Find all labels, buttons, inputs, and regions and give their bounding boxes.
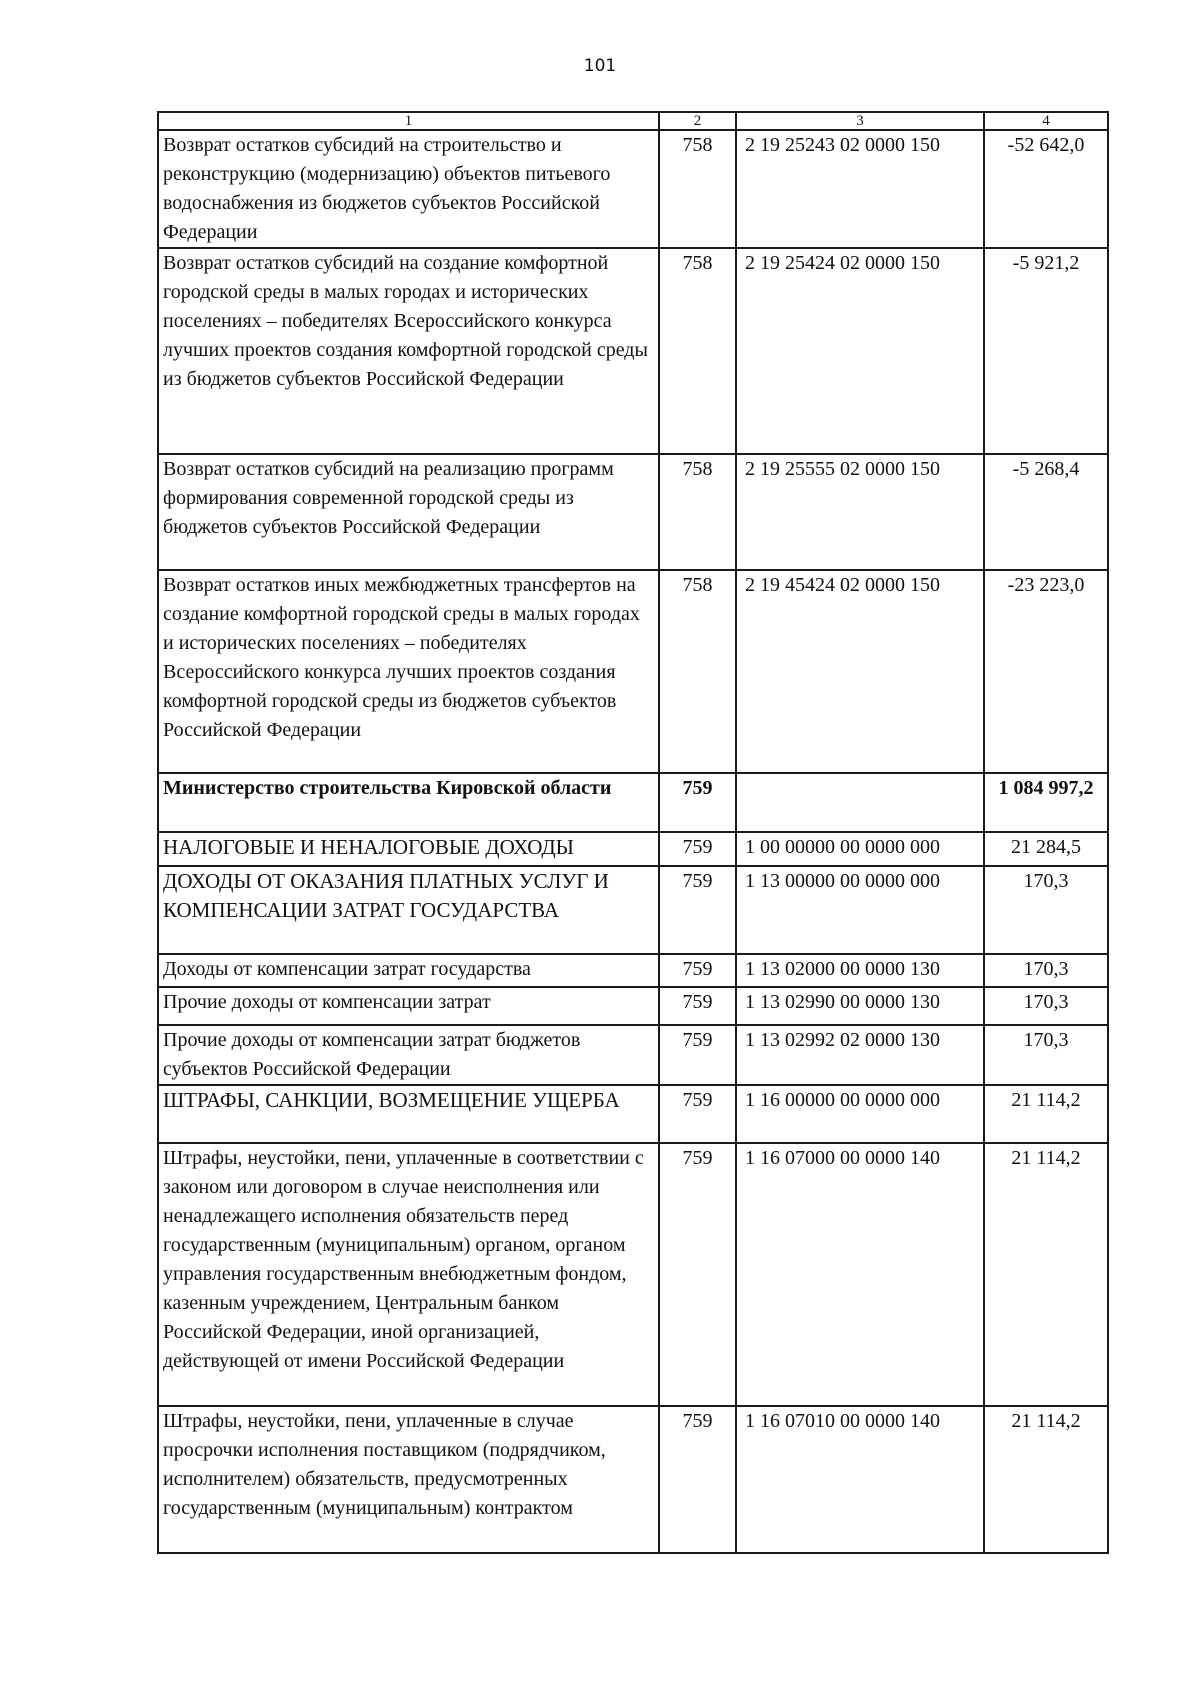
row-amount: -5 268,4 — [984, 454, 1108, 570]
row-admin-code: 759 — [659, 1085, 736, 1143]
row-budget-code: 1 16 07010 00 0000 140 — [736, 1406, 984, 1553]
row-budget-code: 1 13 00000 00 0000 000 — [736, 866, 984, 954]
row-amount: -52 642,0 — [984, 130, 1108, 248]
row-amount: 21 114,2 — [984, 1085, 1108, 1143]
row-amount: 21 114,2 — [984, 1143, 1108, 1406]
row-admin-code: 759 — [659, 1406, 736, 1553]
row-name: Прочие доходы от компенсации затрат бюджетов субъектов Российской Федерации — [158, 1025, 659, 1085]
row-admin-code: 759 — [659, 832, 736, 866]
row-admin-code: 758 — [659, 454, 736, 570]
row-amount: 1 084 997,2 — [984, 773, 1108, 832]
row-amount: 170,3 — [984, 987, 1108, 1025]
table-row — [158, 773, 1108, 832]
row-admin-code: 759 — [659, 1025, 736, 1085]
row-admin-code: 759 — [659, 1143, 736, 1406]
row-name: Возврат остатков субсидий на создание комфортной городской среды в малых городах и исторических поселениях – победителях Всероссийского конкурса лучших проектов создания комфортной городской среды из бюджетов субъектов Российской Федерации — [158, 248, 659, 454]
row-budget-code: 2 19 25243 02 0000 150 — [736, 130, 984, 248]
row-budget-code: 1 16 00000 00 0000 000 — [736, 1085, 984, 1143]
table-row — [158, 454, 1108, 570]
row-name: Доходы от компенсации затрат государства — [158, 954, 659, 987]
table-row — [158, 954, 1108, 987]
row-budget-code — [736, 773, 984, 832]
row-name: ДОХОДЫ ОТ ОКАЗАНИЯ ПЛАТНЫХ УСЛУГ И КОМПЕНСАЦИИ ЗАТРАТ ГОСУДАРСТВА — [158, 866, 659, 954]
row-name: НАЛОГОВЫЕ И НЕНАЛОГОВЫЕ ДОХОДЫ — [158, 832, 659, 866]
row-budget-code: 1 00 00000 00 0000 000 — [736, 832, 984, 866]
table-row — [158, 248, 1108, 454]
row-budget-code: 1 13 02992 02 0000 130 — [736, 1025, 984, 1085]
row-budget-code: 1 13 02990 00 0000 130 — [736, 987, 984, 1025]
revenue-table — [157, 111, 1109, 1554]
table-row — [158, 866, 1108, 954]
row-amount: 21 114,2 — [984, 1406, 1108, 1553]
row-admin-code: 758 — [659, 570, 736, 773]
column-number: 1 — [158, 112, 659, 130]
row-amount: -5 921,2 — [984, 248, 1108, 454]
row-name: Возврат остатков субсидий на строительство и реконструкцию (модернизацию) объектов питьевого водоснабжения из бюджетов субъектов Российской Федерации — [158, 130, 659, 248]
row-name: Штрафы, неустойки, пени, уплаченные в случае просрочки исполнения поставщиком (подрядчиком, исполнителем) обязательств, предусмотренных государственным (муниципальным) контрактом — [158, 1406, 659, 1553]
row-admin-code: 759 — [659, 773, 736, 832]
table-row — [158, 1143, 1108, 1406]
table-row — [158, 987, 1108, 1025]
row-name: Возврат остатков иных межбюджетных трансфертов на создание комфортной городской среды в малых городах и исторических поселениях – победителях Всероссийского конкурса лучших проектов создания комфортной городской среды из бюджетов субъектов Российской Федерации — [158, 570, 659, 773]
table-row — [158, 130, 1108, 248]
row-amount: 170,3 — [984, 866, 1108, 954]
table-row — [158, 570, 1108, 773]
table-row — [158, 832, 1108, 866]
column-number: 2 — [659, 112, 736, 130]
row-amount: 21 284,5 — [984, 832, 1108, 866]
row-admin-code: 759 — [659, 987, 736, 1025]
page-number: 101 — [583, 56, 617, 76]
row-name: ШТРАФЫ, САНКЦИИ, ВОЗМЕЩЕНИЕ УЩЕРБА — [158, 1085, 659, 1143]
row-name: Министерство строительства Кировской области — [158, 773, 659, 832]
row-admin-code: 759 — [659, 954, 736, 987]
row-budget-code: 2 19 45424 02 0000 150 — [736, 570, 984, 773]
row-budget-code: 2 19 25424 02 0000 150 — [736, 248, 984, 454]
row-amount: 170,3 — [984, 954, 1108, 987]
row-amount: 170,3 — [984, 1025, 1108, 1085]
row-budget-code: 1 13 02000 00 0000 130 — [736, 954, 984, 987]
row-name: Возврат остатков субсидий на реализацию программ формирования современной городской среды из бюджетов субъектов Российской Федерации — [158, 454, 659, 570]
table-row — [158, 1085, 1108, 1143]
row-admin-code: 758 — [659, 248, 736, 454]
column-number: 4 — [984, 112, 1108, 130]
row-name: Штрафы, неустойки, пени, уплаченные в соответствии с законом или договором в случае неисполнения или ненадлежащего исполнения обязательств перед государственным (муниципальным) органом, органом управления государственным внебюджетным фондом, казенным учреждением, Центральным банком Российской Федерации, иной организацией, действующей от имени Российской Федерации — [158, 1143, 659, 1406]
column-number-row — [158, 112, 1108, 130]
row-amount: -23 223,0 — [984, 570, 1108, 773]
row-budget-code: 2 19 25555 02 0000 150 — [736, 454, 984, 570]
row-name: Прочие доходы от компенсации затрат — [158, 987, 659, 1025]
table-row — [158, 1406, 1108, 1553]
row-admin-code: 758 — [659, 130, 736, 248]
row-admin-code: 759 — [659, 866, 736, 954]
column-number: 3 — [736, 112, 984, 130]
row-budget-code: 1 16 07000 00 0000 140 — [736, 1143, 984, 1406]
table-row — [158, 1025, 1108, 1085]
